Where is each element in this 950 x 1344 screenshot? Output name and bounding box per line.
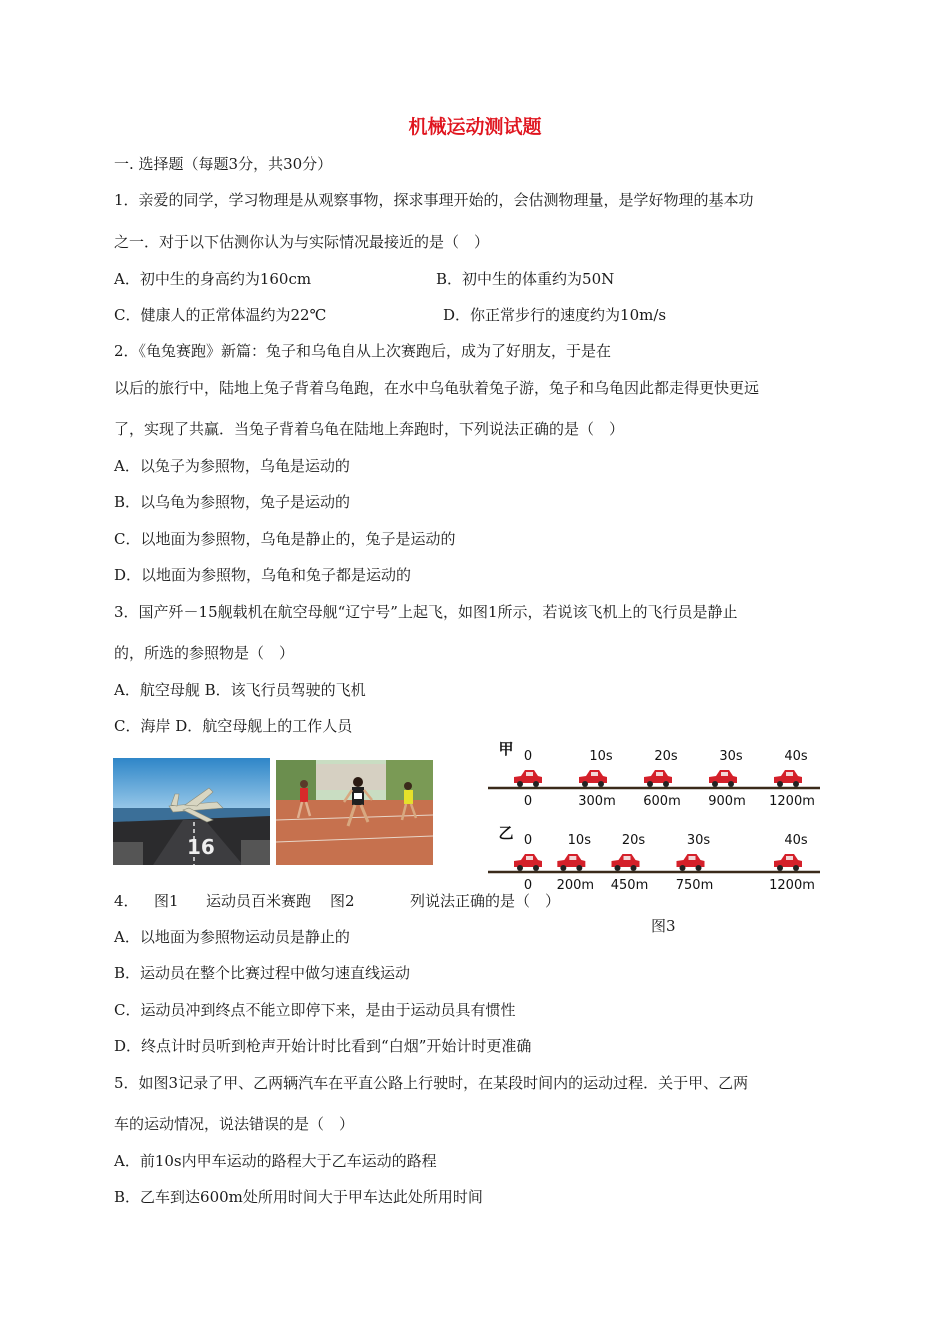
q2-option-b: B．以乌龟为参照物，兔子是运动的 (114, 493, 351, 511)
q5-stem-line2: 车的运动情况，说法错误的是（ ） (114, 1115, 355, 1133)
yi-car-3 (677, 854, 705, 871)
figure2-sprint-photo (276, 760, 433, 865)
q4-option-a: A．以地面为参照物运动员是静止的 (114, 928, 350, 946)
q2-option-a: A．以兔子为参照物，乌龟是运动的 (114, 457, 350, 475)
figure1-deck-number: 16 (187, 835, 215, 859)
yi-car-1 (557, 854, 585, 871)
q1-option-c: C．健康人的正常体温约为22℃ (114, 306, 327, 324)
jia-time-2: 20s (654, 749, 678, 764)
jia-time-3: 30s (719, 749, 743, 764)
q1-option-a: A．初中生的身高约为160cm (114, 270, 312, 288)
q5-option-a: A．前10s内甲车运动的路程大于乙车运动的路程 (114, 1152, 437, 1170)
q1-option-d: D．你正常步行的速度约为10m/s (443, 306, 667, 324)
figure1-caption: 图1 (154, 892, 179, 910)
jia-car-2 (644, 770, 672, 787)
q4-option-d: D．终点计时员听到枪声开始计时比看到“白烟”开始计时更准确 (114, 1037, 532, 1055)
yi-time-1: 10s (567, 833, 591, 848)
yi-time-0: 0 (523, 833, 533, 848)
yi-car-0 (514, 854, 542, 871)
q5-stem-line1: 5．如图3记录了甲、乙两辆汽车在平直公路上行驶时，在某段时间内的运动过程．关于甲、乙两 (114, 1074, 749, 1092)
figure3-car-diagram (484, 738, 824, 898)
figure2-subject-caption: 运动员百米赛跑 (206, 892, 312, 910)
yi-car-2 (612, 854, 640, 871)
q2-option-c: C．以地面为参照物，乌龟是静止的，兔子是运动的 (114, 530, 456, 548)
q3-options-ab: A．航空母舰 B．该飞行员驾驶的飞机 (114, 681, 366, 699)
q4-option-c: C．运动员冲到终点不能立即停下来，是由于运动员具有惯性 (114, 1001, 516, 1019)
jia-distance-1: 300m (578, 794, 616, 809)
jia-distance-2: 600m (643, 794, 681, 809)
q2-option-d: D．以地面为参照物，乌龟和兔子都是运动的 (114, 566, 412, 584)
figure1-jet-photo (113, 758, 270, 865)
q4-option-b: B．运动员在整个比赛过程中做匀速直线运动 (114, 964, 411, 982)
figure2-caption: 图2 (330, 892, 355, 910)
q2-stem-line3: 了，实现了共赢．当兔子背着乌龟在陆地上奔跑时，下列说法正确的是（ ） (114, 420, 625, 438)
jia-car-0 (514, 770, 542, 787)
q1-stem-line1: 1．亲爱的同学，学习物理是从观察事物，探求事理开始的，会估测物理量，是学好物理的基本功 (114, 191, 754, 209)
yi-distance-2: 450m (610, 878, 649, 893)
yi-car-4 (774, 854, 802, 871)
yi-distance-1: 200m (556, 878, 595, 893)
jia-distance-4: 1200m (769, 794, 815, 809)
q1-option-b: B．初中生的体重约为50N (436, 270, 615, 288)
page-title: 机械运动测试题 (408, 116, 542, 138)
jia-car-4 (774, 770, 802, 787)
section-heading: 一. 选择题（每题3分，共30分） (114, 155, 333, 173)
q3-stem-line2: 的，所选的参照物是（ ） (114, 644, 295, 662)
jia-car-1 (579, 770, 607, 787)
jia-car-3 (709, 770, 737, 787)
q1-stem-line2: 之一．对于以下估测你认为与实际情况最接近的是（ ） (114, 233, 490, 251)
yi-label: 乙 (498, 824, 514, 842)
jia-distance-3: 900m (708, 794, 746, 809)
yi-distance-0: 0 (523, 878, 533, 893)
yi-time-3: 30s (686, 833, 711, 848)
q3-stem-line1: 3．国产歼－15舰载机在航空母舰“辽宁号”上起飞，如图1所示，若说该飞机上的飞行员是静止 (114, 603, 738, 621)
jia-time-4: 40s (784, 749, 808, 764)
q2-stem-line2: 以后的旅行中，陆地上兔子背着乌龟跑，在水中乌龟驮着兔子游，兔子和乌龟因此都走得更快更远 (114, 379, 760, 397)
q4-stem-tail: 列说法正确的是（ ） (410, 892, 561, 910)
jia-distance-0: 0 (523, 794, 533, 809)
q4-stem-head: 4． (114, 892, 139, 910)
q3-options-cd: C．海岸 D．航空母舰上的工作人员 (114, 717, 353, 735)
jia-time-0: 0 (523, 749, 533, 764)
jia-label: 甲 (498, 740, 514, 758)
jia-time-1: 10s (589, 749, 613, 764)
yi-distance-3: 750m (675, 878, 714, 893)
q2-stem-line1: 2．《龟兔赛跑》新篇：兔子和乌龟自从上次赛跑后，成为了好朋友，于是在 (114, 342, 612, 360)
figure3-caption: 图3 (651, 917, 676, 935)
yi-distance-4: 1200m (769, 878, 815, 893)
yi-time-4: 40s (784, 833, 808, 848)
yi-time-2: 20s (621, 833, 646, 848)
q5-option-b: B．乙车到达600m处所用时间大于甲车达此处所用时间 (114, 1188, 483, 1206)
